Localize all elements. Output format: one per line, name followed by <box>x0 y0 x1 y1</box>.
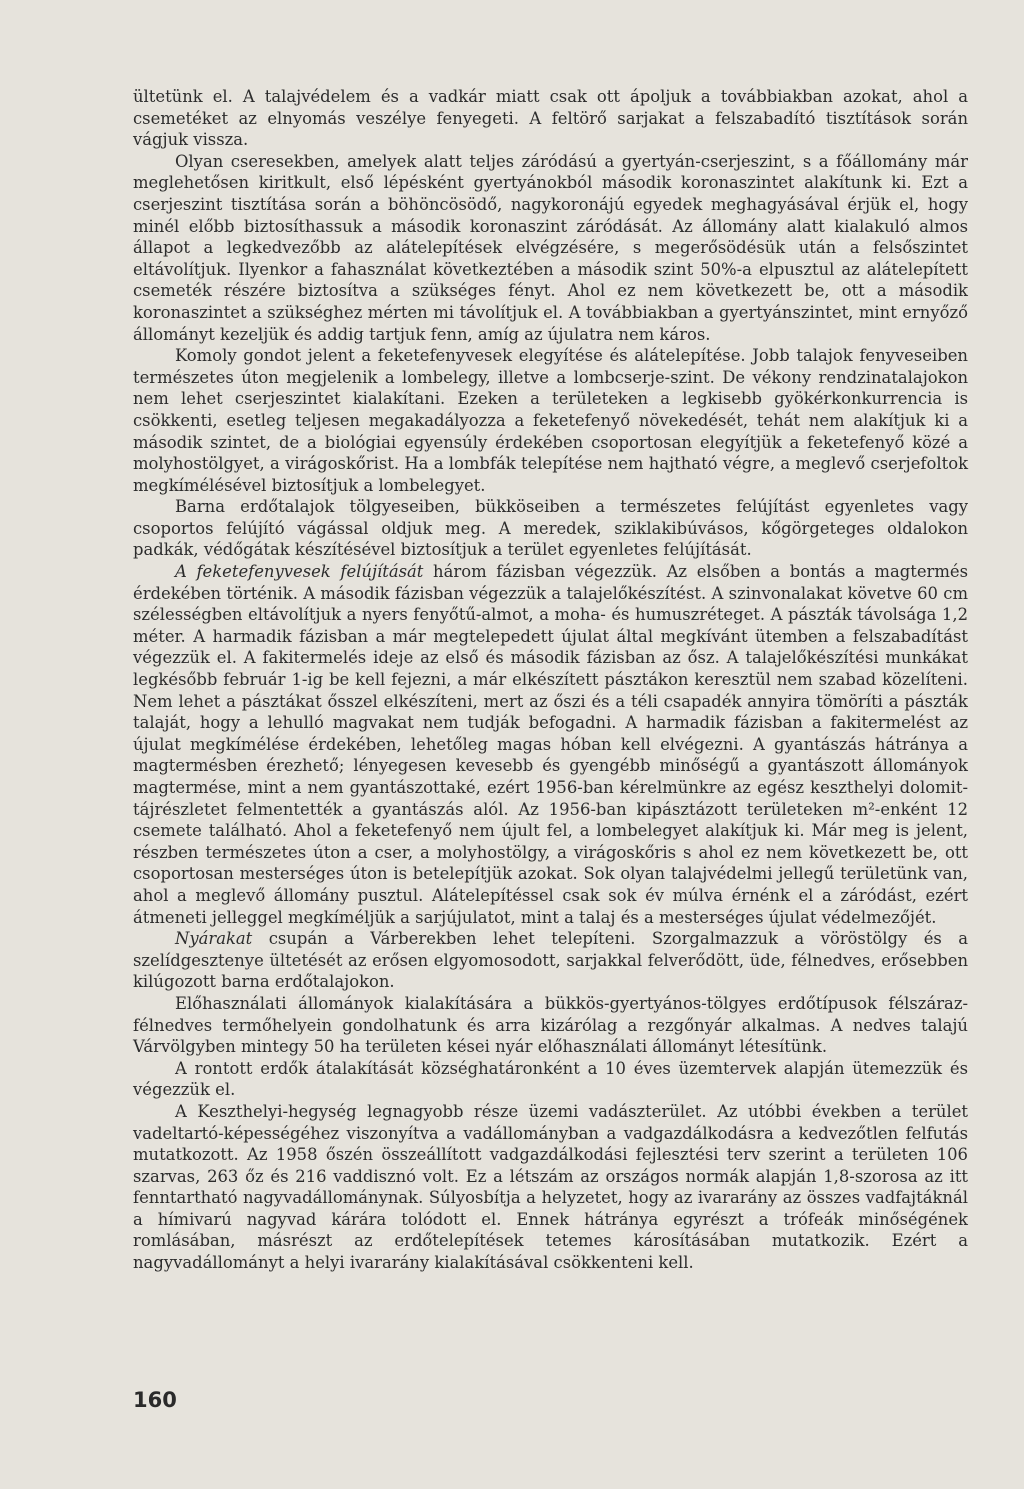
paragraph-1 <box>133 86 968 151</box>
paragraph-4-text: Barna erdőtalajok tölgyeseiben, bükköseiben a természetes felújítást egyenletes vagy csoportos felújító vágással oldjuk meg. A meredek, sziklakibúvásos, kőgörgeteges oldalokon padkák, védőgátak készítésével biztosítjuk a terület egyenletes felújítását. <box>133 497 968 560</box>
paragraph-8-text: A rontott erdők átalakítását községhatáronként a 10 éves üzemtervek alapján ütemezzük és végezzük el. <box>133 1058 968 1100</box>
paragraph-5-text: három fázisban végezzük. Az elsőben a bontás a magtermés érdekében történik. A második fázisban végezzük a talajelőkészítést. A szinvonalakat követve 60 cm szélességben eltávolítjuk a nyers fenyőtű-almot, a moha- és humuszréteget. A pászták távolsága 1,2 méter. A harmadik fázisban a már megtelepedett újulat által megkívánt ütemben a felszabadítást végezzük el. A fakitermelés ideje az első és második fázisban az ősz. A talajelőkészítési munkákat legkésőbb február 1-ig be kell fejezni, a már elkészített pásztákon keresztül nem szabad közelíteni. Nem lehet a pásztákat ősszel elkészíteni, mert az őszi és a téli csapadék annyira tömöríti a pászták talaját, hogy a lehulló magvakat nem tudják befogadni. A harmadik fázisban a fakitermelést az újulat megkímélése érdekében, lehetőleg magas hóban kell elvégezni. A gyantászás hátránya a magtermésben érezhető; lényegesen kevesebb és gyengébb minőségű a gyantászott állományok magtermése, mint a nem gyantászottaké, ezért 1956-ban kérelmünkre az egész keszthelyi dolomit-tájrészletet felmentették a gyantászás alól. Az 1956-ban kipásztázott területeken m²-enként 12 csemete található. Ahol a feketefenyő nem újult fel, a lombelegyet alakítjuk ki. Már meg is jelent, részben természetes úton a cser, a molyhostölgy, a virágoskőris s ahol ez nem következett be, ott csoportosan mesterséges úton is betelepítjük azokat. Sok olyan talajvédelmi jellegű területünk van, ahol a meglevő állomány pusztul. Alátelepítéssel csak sok év múlva érnénk el a záródást, ezért átmeneti jelleggel megkíméljük a sarjújulatot, mint a talaj és a mesterséges újulat védelmezőjét. <box>133 562 969 927</box>
paragraph-6-text: csupán a Várberekben lehet telepíteni. Szorgalmazzuk a vöröstölgy és a szelídgesztenye ültetését az erősen elgyomosodott, sarjakkal felverődött, üde, félnedves, erősebben kilúgozott barna erdőtalajokon. <box>133 929 968 992</box>
paragraph-3-text: Komoly gondot jelent a feketefenyvesek elegyítése és alátelepítése. Jobb talajok fenyveseiben természetes úton megjelenik a lombelegy, illetve a lombcserje-szint. De vékony rendzinatalajokon nem lehet cserjeszintet kialakítani. Ezeken a területeken a legkisebb gyökérkonkurrencia is csökkenti, esetleg teljesen megakadályozza a feketefenyő növekedését, tehát nem alakítjuk ki a második szintet, de a biológiai egyensúly érdekében csoportosan elegyítjük a feketefenyő közé a molyhostölgyet, a virágoskőrist. Ha a lombfák telepítése nem hajtható végre, a meglevő cserjefoltok megkímélésével biztosítjuk a lombelegyet. <box>133 346 968 495</box>
paragraph-1-text: ültetünk el. A talajvédelem és a vadkár miatt csak ott ápoljuk a továbbiakban azokat, ahol a csemetéket az elnyomás veszélye fenyegeti. A feltörő sarjakat a felszabadító tisztítások során vágjuk vissza. <box>133 87 968 150</box>
paragraph-6 <box>133 928 968 993</box>
paragraph-6-lead: Nyárakat <box>175 929 253 949</box>
body-text <box>133 86 968 1274</box>
paragraph-5 <box>133 561 968 928</box>
paragraph-7-text: Előhasználati állományok kialakítására a bükkös-gyertyános-tölgyes erdőtípusok félszáraz-félnedves termőhelyein gondolhatunk és arra kizárólag a rezgőnyár alkalmas. A nedves talajú Várvölgyben mintegy 50 ha területen kései nyár előhasználati állományt létesítünk. <box>133 993 968 1057</box>
paragraph-5-lead: A feketefenyvesek felújítását <box>175 562 424 582</box>
paragraph-3 <box>133 345 968 496</box>
page-number: 160 <box>133 1388 177 1412</box>
paragraph-2 <box>133 151 968 345</box>
paragraph-7 <box>133 993 968 1058</box>
paragraph-4 <box>133 496 968 561</box>
paragraph-9 <box>133 1101 968 1274</box>
paragraph-2-text: Olyan cseresekben, amelyek alatt teljes záródású a gyertyán-cserjeszint, s a főállomány már meglehetősen kiritkult, első lépésként gyertyánokból második koronaszintet alakítunk ki. Ezt a cserjeszint tisztítása során a böhöncösödő, nagykoronájú egyedek meghagyásával érjük el, hogy minél előbb biztosíthassuk a második koronaszint záródását. Az állomány alatt kialakuló almos állapot a legkedvezőbb az alátelepítések elvégzésére, s megerősödésük után a felsőszintet eltávolítjuk. Ilyenkor a fahasználat következtében a második szint 50%-a elpusztul az alátelepített csemeték részére biztosítva a szükséges fényt. Ahol ez nem következett be, ott a második koronaszintet a szükséghez mérten mi távolítjuk el. A továbbiakban a gyertyánszintet, mint ernyőző állományt kezeljük és addig tartjuk fenn, amíg az újulatra nem káros. <box>133 151 968 344</box>
paragraph-9-text: A Keszthelyi-hegység legnagyobb része üzemi vadászterület. Az utóbbi években a terület vadeltartó-képességéhez viszonyítva a vadállományban a vadgazdálkodásra a kedvezőtlen felfutás mutatkozott. Az 1958 őszén összeállított vadgazdálkodási fejlesztési terv szerint a területen 106 szarvas, 263 őz és 216 vaddisznó volt. Ez a létszám az országos normák alapján 1,8-szorosa az itt fenntartható nagyvadállománynak. Súlyosbítja a helyzetet, hogy az ivararány az összes vadfajtáknál a hímivarú nagyvad kárára tolódott el. Ennek hátránya egyrészt a trófeák minőségének romlásában, másrészt az erdőtelepítések tetemes károsításában mutatkozik. Ezért a nagyvadállományt a helyi ivararány kialakításával csökkenteni kell. <box>133 1101 968 1273</box>
paragraph-8 <box>133 1058 968 1101</box>
